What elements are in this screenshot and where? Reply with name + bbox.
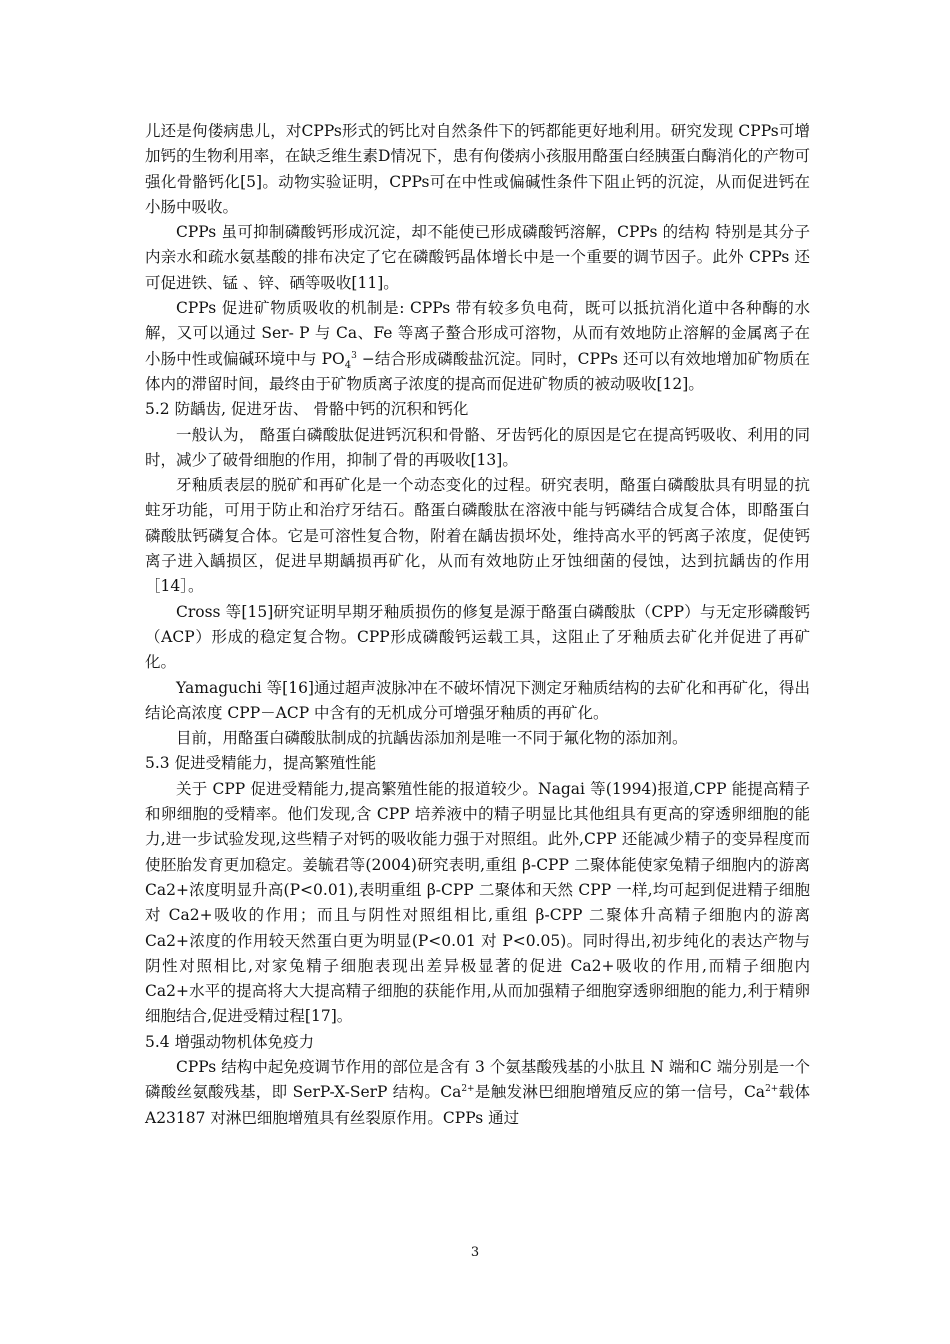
paragraph-anticaries-additive: 目前，用酪蛋白磷酸肽制成的抗龋齿添加剂是唯一不同于氟化物的添加剂。 xyxy=(176,729,688,748)
paragraph-calcium-deposition: 一般认为， 酪蛋白磷酸肽促进钙沉积和骨骼、牙齿钙化的原因是它在提高钙吸收、利用的同时，减少了破骨细胞的作用，抑制了骨的再吸收[13]。 xyxy=(145,425,810,469)
paragraph-cross-study: Cross 等[15]研究证明早期牙釉质损伤的修复是源于酪蛋白磷酸肽（CPP）与无定形磷酸钙（ACP）形成的稳定复合物。CPP形成磷酸钙运载工具，这阻止了牙釉质去矿化并促进了再矿化。 xyxy=(145,602,810,672)
section-heading-5-3: 5.3 促进受精能力，提高繁殖性能 xyxy=(145,754,377,773)
paragraph-mineral-absorption xyxy=(145,296,810,397)
page-number: 3 xyxy=(470,1245,480,1260)
section-heading-5-2: 5.2 防龋齿, 促进牙齿、 骨骼中钙的沉积和钙化 xyxy=(145,400,469,419)
text-segment: CPPs 促进矿物质吸收的机制是: CPPs 带有较多负电荷，既可以抵抗消化道中各种酶的水解，又可以通过 Ser- P 与 Ca、Fe 等离子螯合形成可溶物，从而有效地防止溶解的金属离子在小肠中性或偏碱环境中与 PO xyxy=(145,299,810,368)
text-segment: CPPs 结构中起免疫调节作用的部位是含有 3 个氨基酸残基的小肽且 N 端和C 端分别是一个磷酸丝氨酸残基，即 SerP-X-SerP 结构。Ca xyxy=(145,1057,810,1102)
text-segment: 载体 A23187 对淋巴细胞增殖具有丝裂原作用。CPPs 通过 xyxy=(145,1083,810,1127)
paragraph-cpps-structure: CPPs 虽可抑制磷酸钙形成沉淀，却不能使已形成磷酸钙溶解，CPPs 的结构 特别是其分子内亲水和疏水氨基酸的排布决定了它在磷酸钙晶体增长中是一个重要的调节因子。此外 CPPs 还可促进铁、锰 、锌、硒等吸收[11]。 xyxy=(145,223,810,292)
section-heading-5-4: 5.4 增强动物机体免疫力 xyxy=(145,1032,315,1051)
paragraph-fertility: 关于 CPP 促进受精能力,提高繁殖性能的报道较少。Nagai 等(1994)报道,CPP 能提高精子和卵细胞的受精率。他们发现,含 CPP 培养液中的精子明显比其他组具有更高的穿透卵细胞的能力,进一步试验发现,这些精子对钙的吸收能力强于对照组。此外,CPP 还能减少精子的变异程度而使胚胎发育更加稳定。姜毓君等(2004)研究表明,重组 β-CPP 二聚体能使家兔精子细胞内的游离 Ca2+浓度明显升高(P<0.01),表明重组 β-CPP 二聚体和天然 CPP 一样,均可起到促进精子细胞对 Ca2+吸收的作用；而且与阴性对照组相比,重组 β-CPP 二聚体升高精子细胞内的游离 Ca2+浓度的作用较天然蛋白更为明显(P<0.01 对 P<0.05)。同时得出,初步纯化的表达产物与阴性对照相比,对家兔精子细胞表现出差异极显著的促进 Ca2+吸收的作用,而精子细胞内 Ca2+水平的提高将大大提高精子细胞的获能作用,从而加强精子细胞穿透卵细胞的能力,利于精卵细胞结合,促进受精过程[17]。 xyxy=(145,779,810,1026)
superscript: 3 xyxy=(351,350,357,361)
superscript: 2+ xyxy=(461,1084,475,1095)
superscript: 2+ xyxy=(765,1084,779,1095)
paragraph-enamel-remineralization: 牙釉质表层的脱矿和再矿化是一个动态变化的过程。研究表明，酪蛋白磷酸肽具有明显的抗蛀牙功能，可用于防止和治疗牙结石。酪蛋白磷酸肽在溶液中能与钙磷结合成复合体，即酪蛋白磷酸肽钙磷复合体。它是可溶性复合物，附着在龋齿损坏处，维持高水平的钙离子浓度，促使钙离子进入龋损区，促进早期龋损再矿化，从而有效地防止牙蚀细菌的侵蚀，达到抗龋齿的作用［14］。 xyxy=(145,476,810,596)
paragraph-yamaguchi-study: Yamaguchi 等[16]通过超声波脉冲在不破坏情况下测定牙釉质结构的去矿化和再矿化，得出结论高浓度 CPP－ACP 中含有的无机成分可增强牙釉质的再矿化。 xyxy=(145,678,810,722)
paragraph-immunity xyxy=(145,1055,810,1131)
document-body xyxy=(145,119,810,1131)
text-segment: −结合形成磷酸盐沉淀。同时，CPPs 还可以有效地增加矿物质在体内的滞留时间，最终由于矿物质离子浓度的提高而促进矿物质的被动吸收[12]。 xyxy=(145,349,810,393)
paragraph-continuation: 儿还是佝偻病患儿，对CPPs形式的钙比对自然条件下的钙都能更好地利用。研究发现 CPPs可增加钙的生物利用率，在缺乏维生素D情况下，患有佝偻病小孩服用酪蛋白经胰蛋白酶消化的产物可强化骨骼钙化[5]。动物实验证明，CPPs可在中性或偏碱性条件下阻止钙的沉淀，从而促进钙在小肠中吸收。 xyxy=(145,122,810,216)
subscript: 4 xyxy=(344,359,352,371)
text-segment: 是触发淋巴细胞增殖反应的第一信号，Ca xyxy=(474,1083,766,1102)
